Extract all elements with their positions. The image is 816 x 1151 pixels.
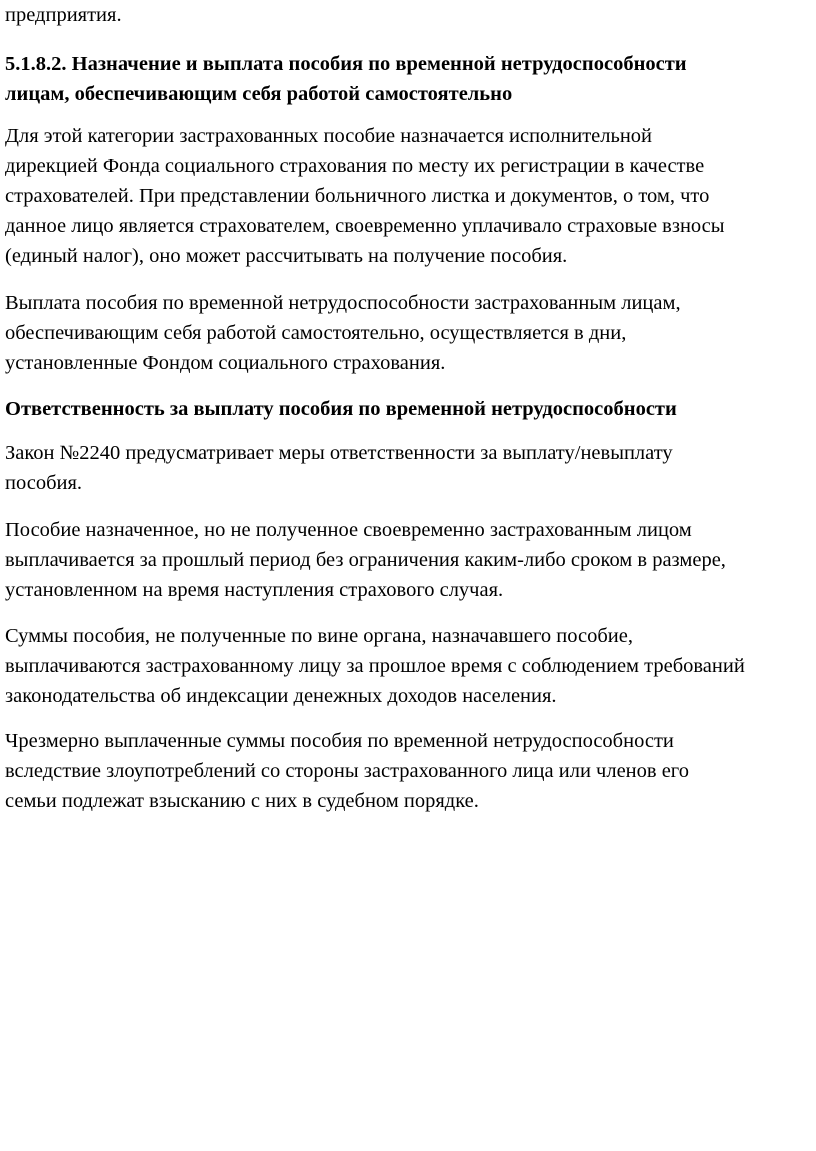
paragraph-agency-fault — [5, 621, 816, 711]
text-line: страхователей. При представлении больничного листка и документов, о том, что — [5, 185, 710, 207]
text-line: предприятия. — [5, 4, 122, 26]
text-line: Для этой категории застрахованных пособие назначается исполнительной — [5, 125, 653, 147]
paragraph-payment — [5, 288, 816, 378]
text-line: Выплата пособия по временной нетрудоспособности застрахованным лицам, — [5, 292, 681, 314]
paragraph-fragment — [5, 0, 816, 30]
text-line: обеспечивающим себя работой самостоятельно, осуществляется в дни, — [5, 322, 627, 344]
text-line: семьи подлежат взысканию с них в судебном порядке. — [5, 790, 479, 812]
text-line: установленном на время наступления страхового случая. — [5, 579, 504, 601]
text-line: законодательства об индексации денежных доходов населения. — [5, 685, 557, 707]
paragraph-law — [5, 438, 816, 498]
text-line: Суммы пособия, не полученные по вине органа, назначавшего пособие, — [5, 625, 634, 647]
text-line: пособия. — [5, 472, 83, 494]
text-line: вследствие злоупотреблений со стороны застрахованного лица или членов его — [5, 760, 689, 782]
paragraph-overpayment — [5, 726, 816, 816]
text-line: дирекцией Фонда социального страхования по месту их регистрации в качестве — [5, 155, 705, 177]
text-line: Пособие назначенное, но не полученное своевременно застрахованным лицом — [5, 519, 692, 541]
heading-line: Ответственность за выплату пособия по временной нетрудоспособности — [5, 398, 677, 420]
text-line: Закон №2240 предусматривает меры ответственности за выплату/невыплату — [5, 442, 673, 464]
text-line: выплачивается за прошлый период без ограничения каким-либо сроком в размере, — [5, 549, 726, 571]
text-line: установленные Фондом социального страхования. — [5, 352, 446, 374]
heading-line: 5.1.8.2. Назначение и выплата пособия по временной нетрудоспособности — [5, 53, 687, 75]
paragraph-unpaid-benefit — [5, 515, 816, 605]
responsibility-heading — [5, 394, 816, 424]
paragraph-category — [5, 121, 816, 271]
text-line: данное лицо является страхователем, своевременно уплачивало страховые взносы — [5, 215, 725, 237]
text-line: (единый налог), оно может рассчитывать на получение пособия. — [5, 245, 568, 267]
section-heading — [5, 49, 816, 109]
text-line: Чрезмерно выплаченные суммы пособия по временной нетрудоспособности — [5, 730, 674, 752]
heading-line: лицам, обеспечивающим себя работой самостоятельно — [5, 83, 513, 105]
text-line: выплачиваются застрахованному лицу за прошлое время с соблюдением требований — [5, 655, 745, 677]
